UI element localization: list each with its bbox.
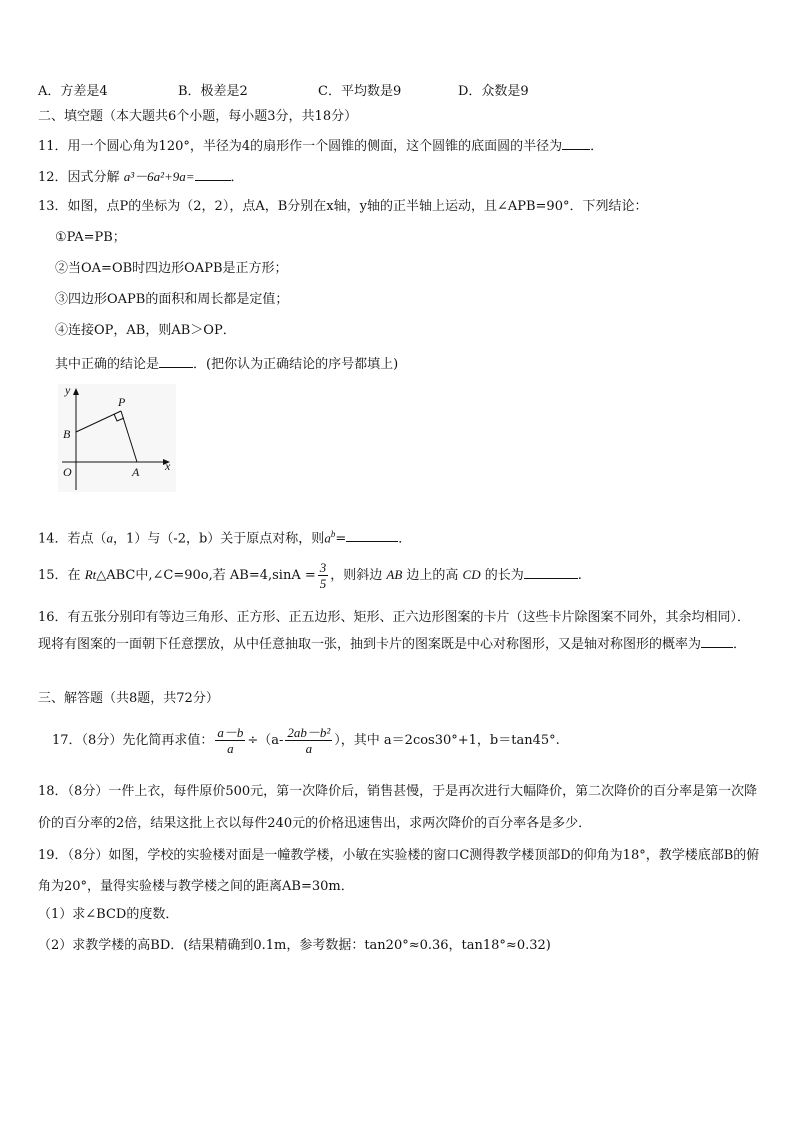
q16-blank[interactable] xyxy=(701,634,733,648)
option-d: D．众数是9 xyxy=(458,84,529,99)
q15-cd: CD xyxy=(462,567,481,582)
option-a: A．方差是4 xyxy=(38,84,108,99)
q15-end: . xyxy=(577,568,582,583)
q14-a: 14．若点（ xyxy=(38,531,107,547)
option-c: C．平均数是9 xyxy=(318,84,402,99)
q17-div: ÷（a- xyxy=(247,733,284,748)
q17-b: ），其中 a＝2cos30°+1，b＝tan45°. xyxy=(334,733,560,748)
q13-item-2: ②当OA=OB时四边形OAPB是正方形； xyxy=(55,261,288,276)
label-o: O xyxy=(63,465,72,479)
q15-ab: AB xyxy=(386,567,403,582)
q14-var-a: a xyxy=(106,530,114,546)
q17-fraction-1 xyxy=(215,725,245,756)
q17-fraction-2 xyxy=(285,725,332,756)
question-19-part-1: （1）求∠BCD的度数． xyxy=(38,907,179,922)
q15-d: 边上的高 xyxy=(402,568,463,583)
question-17 xyxy=(52,722,760,760)
q10-options xyxy=(38,83,760,101)
q17-f1-numerator: a－b xyxy=(217,725,244,740)
q15-blank[interactable] xyxy=(524,565,578,579)
q14-c: = xyxy=(335,531,347,547)
q11-end: ． xyxy=(590,139,604,154)
section-2-heading: 二、填空题（本大题共6个小题，每小题3分，共18分） xyxy=(38,109,358,124)
label-y: y xyxy=(65,384,71,397)
q12-prefix: 12．因式分解 xyxy=(38,170,124,185)
q13-item-4: ④连接OP，AB，则AB＞OP． xyxy=(55,323,236,338)
q15-denominator: 5 xyxy=(319,576,327,591)
q14-blank[interactable] xyxy=(346,528,398,542)
q16-text: 16．有五张分别印有等边三角形、正方形、正五边形、矩形、正六边形图案的卡片（这些卡片除图案不同外，其余均相同）．现将有图案的一面朝下任意摆放，从中任意抽取一张，抽到卡片的图案既是中心对称图形，又是轴对称图形的概率为 xyxy=(38,610,751,652)
q14-power-base: a xyxy=(324,530,331,546)
question-19: 19．（8分）如图，学校的实验楼对面是一幢教学楼，小敏在实验楼的窗口C测得教学楼顶部D的仰角为18°，教学楼底部B的俯角为20°，量得实验楼与教学楼之间的距离AB=30m． xyxy=(38,848,760,894)
q14-b: ，1）与（-2，b）关于原点对称，则 xyxy=(113,531,325,547)
q13-ask-text: 其中正确的结论是 xyxy=(55,357,160,372)
question-14 xyxy=(38,525,760,548)
label-a: A xyxy=(132,465,140,479)
q15-rt: Rt xyxy=(84,567,97,582)
label-b: B xyxy=(63,427,71,441)
q12-blank[interactable] xyxy=(195,167,231,181)
q15-a: 15．在 xyxy=(38,568,85,583)
q15-b: △ABC中,∠C=90o,若 AB=4,sinA = xyxy=(96,568,316,583)
question-15 xyxy=(38,558,760,593)
q12-expr: a³－6a²+9a= xyxy=(123,169,195,184)
q13-coordinate-figure xyxy=(58,384,176,492)
q11-text: 11．用一个圆心角为120°，半径为4的扇形作一个圆锥的侧面，这个圆锥的底面圆的半径为 xyxy=(38,139,563,154)
question-18: 18．（8分）一件上衣，每件原价500元，第一次降价后，销售甚慢，于是再次进行大幅降价，第二次降价的百分率是第一次降价的百分率的2倍，结果这批上衣以每件240元的价格迅速售出，求两次降价的百分率各是多少． xyxy=(38,784,758,831)
q17-f2-denominator: a xyxy=(305,741,313,756)
q15-numerator: 3 xyxy=(319,560,327,575)
q17-f1-denominator: a xyxy=(227,741,234,756)
q14-end: ． xyxy=(398,531,412,547)
question-19-part-2: （2）求教学楼的高BD．(结果精确到0.1m，参考数据：tan20°≈0.36，tan18°≈0.32) xyxy=(38,938,551,953)
q13-ask-end: ．(把你认为正确结论的序号都填上) xyxy=(193,357,399,372)
q13-item-3: ③四边形OAPB的面积和周长都是定值； xyxy=(55,292,289,307)
q14-power-exp: b xyxy=(330,529,336,539)
label-x: x xyxy=(165,459,171,473)
section-3-heading: 三、解答题（共8题，共72分） xyxy=(38,691,219,706)
q15-fraction xyxy=(318,560,329,591)
q13-blank[interactable] xyxy=(159,354,193,368)
q13-item-1: ①PA=PB； xyxy=(55,230,126,245)
q12-end: ． xyxy=(230,170,244,185)
question-12 xyxy=(38,167,760,187)
q17-f2-numerator: 2ab－b² xyxy=(287,725,331,740)
q13-ask xyxy=(55,354,760,374)
question-16 xyxy=(38,604,760,658)
q11-blank[interactable] xyxy=(562,136,590,150)
label-p: P xyxy=(118,395,126,409)
q15-c: ，则斜边 xyxy=(330,568,387,583)
q17-a: 17．（8分）先化简再求值： xyxy=(52,733,214,748)
option-b: B．极差是2 xyxy=(178,84,248,99)
question-13-stem: 13．如图，点P的坐标为（2，2），点A，B分别在x轴，y轴的正半轴上运动，且∠APB=90°．下列结论： xyxy=(38,199,648,214)
q16-end: ． xyxy=(733,637,747,652)
q15-e: 的长为 xyxy=(480,568,524,583)
question-11 xyxy=(38,136,760,156)
